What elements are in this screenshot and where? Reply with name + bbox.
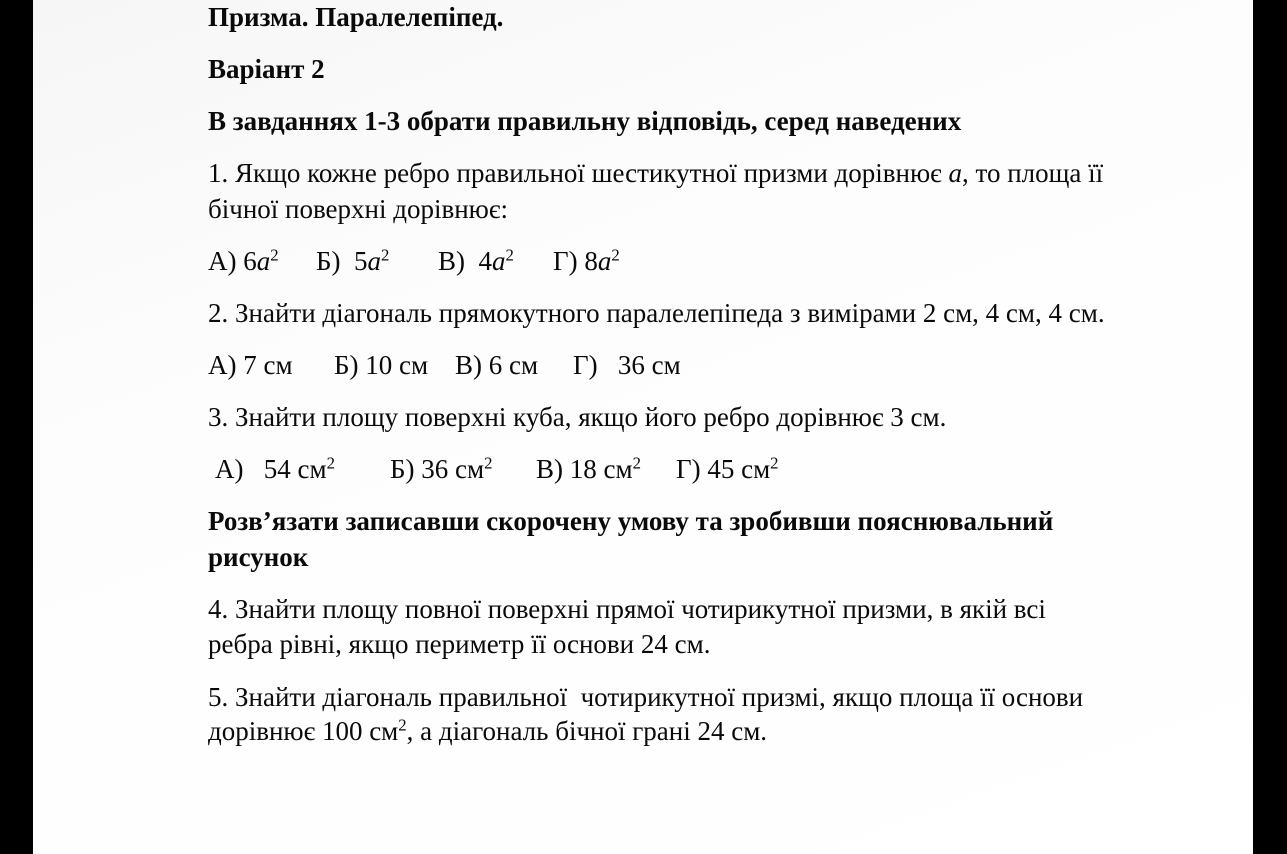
section1-heading: В завданнях 1-3 обрати правильну відповідь, серед наведених <box>208 106 962 136</box>
q2-option-c: В) 6 см <box>455 350 539 380</box>
q3-option-c-text: В) 18 см <box>536 454 633 484</box>
q2-options <box>208 348 681 382</box>
q5-text-line2-start: дорівнює 100 см <box>208 716 399 746</box>
q3-option-d-text: Г) 45 см <box>676 454 771 484</box>
q5-text-line1: 5. Знайти діагональ правильної чотирикутної призмі, якщо площа її основи <box>208 682 1084 712</box>
q1-option-d <box>553 244 620 278</box>
q5-text-line2-pow: 2 <box>398 715 407 735</box>
q1-option-c <box>438 244 553 278</box>
q1-option-c-var: a <box>492 246 506 276</box>
q1-option-b-var: a <box>367 246 381 276</box>
q1-option-b-coef: 5 <box>354 246 368 276</box>
section2-heading-line2: рисунок <box>208 542 309 572</box>
q1-option-c-coef: 4 <box>478 246 492 276</box>
q2-option-d: Г) 36 см <box>573 350 681 380</box>
q1-option-b <box>316 244 438 278</box>
q4-text-line1: 4. Знайти площу повної поверхні прямої чотирикутної призми, в якій всі <box>208 594 1046 624</box>
q1-option-a <box>208 244 316 278</box>
q5-text-line2 <box>208 714 767 748</box>
q2-text: 2. Знайти діагональ прямокутного паралелепіпеда з вимірами 2 см, 4 см, 4 см. <box>208 298 1105 328</box>
q1-option-d-label: Г) <box>553 246 578 276</box>
document-title: Призма. Паралелепіпед. <box>208 2 504 32</box>
q1-option-b-label: Б) <box>316 246 341 276</box>
q5-text-line2-end: , а діагональ бічної грані 24 см. <box>406 716 768 746</box>
q1-text-start: 1. Якщо кожне ребро правильної шестикутної призми дорівнює <box>208 158 949 188</box>
q3-option-c-pow: 2 <box>632 453 641 473</box>
q3-option-d <box>676 452 779 486</box>
q3-option-c <box>536 452 676 486</box>
q3-option-b-pow: 2 <box>484 453 493 473</box>
q1-text-line1 <box>208 156 1103 190</box>
q1-option-d-coef: 8 <box>584 246 598 276</box>
q1-text-end: , то площа її <box>962 158 1104 188</box>
q1-option-a-var: a <box>256 246 271 276</box>
q3-option-b <box>390 452 536 486</box>
q3-option-a-text: А) 54 см <box>215 454 327 484</box>
q3-options <box>215 452 779 486</box>
q1-option-d-var: a <box>597 246 612 276</box>
q1-text-line2: бічної поверхні дорівнює: <box>208 194 508 224</box>
q1-options <box>208 244 620 278</box>
variant-label: Варіант 2 <box>208 54 325 84</box>
q1-variable: a <box>948 158 962 188</box>
q2-option-b: Б) 10 см <box>334 350 429 380</box>
q1-option-a-label: А) <box>208 246 237 276</box>
q3-option-a <box>215 452 390 486</box>
q3-option-d-pow: 2 <box>770 453 779 473</box>
q3-text: 3. Знайти площу поверхні куба, якщо його ребро дорівнює 3 см. <box>208 402 947 432</box>
q4-text-line2: ребра рівні, якщо периметр її основи 24 см. <box>208 629 711 659</box>
q1-option-b-pow: 2 <box>381 245 390 265</box>
section2-heading-line1: Розв’язати записавши скорочену умову та зробивши пояснювальний <box>208 506 1054 536</box>
document-page <box>33 0 1253 854</box>
q1-option-c-label: В) <box>438 246 465 276</box>
q3-option-a-pow: 2 <box>326 453 335 473</box>
q1-option-c-pow: 2 <box>505 245 514 265</box>
q3-option-b-text: Б) 36 см <box>390 454 485 484</box>
q2-option-a: А) 7 см <box>208 350 293 380</box>
q1-option-d-pow: 2 <box>611 245 620 265</box>
q1-option-a-pow: 2 <box>270 245 279 265</box>
q1-option-a-coef: 6 <box>243 246 257 276</box>
